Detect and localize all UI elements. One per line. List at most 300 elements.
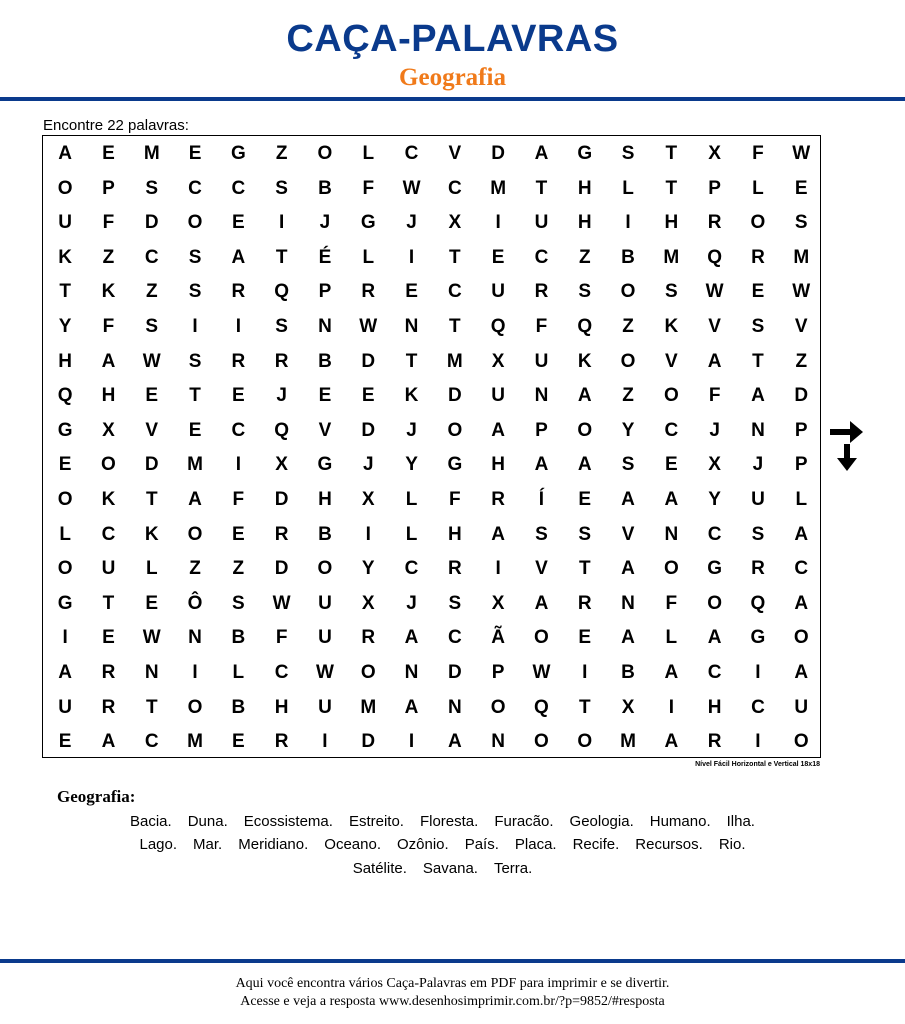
grid-letter: R (274, 523, 289, 545)
grid-letter: I (408, 731, 415, 753)
grid-letter: Q (534, 696, 549, 718)
grid-letter: D (447, 385, 462, 407)
grid-letter: S (794, 212, 808, 234)
grid-letter: C (144, 731, 159, 753)
grid-letter: O (490, 696, 506, 718)
grid-letter: M (187, 731, 203, 753)
grid-letter: N (534, 385, 549, 407)
grid-letter: H (58, 350, 73, 372)
grid-letter: B (621, 246, 635, 268)
grid-letter: S (188, 350, 202, 372)
grid-letter: N (188, 627, 202, 649)
grid-letter: N (751, 419, 765, 441)
grid-letter: E (58, 731, 72, 753)
grid-letter: U (534, 212, 549, 234)
grid-letter: E (405, 281, 418, 303)
grid-letter: T (59, 281, 71, 303)
grid-letter: I (582, 662, 588, 683)
grid-letter: A (707, 627, 722, 649)
grid-letter: K (404, 385, 419, 407)
grid-letter: M (620, 731, 636, 753)
grid-letter: X (102, 419, 115, 441)
grid-letter: F (275, 627, 288, 649)
grid-letter: Z (622, 385, 634, 407)
grid-letter: P (708, 177, 721, 199)
grid-letter: U (58, 212, 73, 234)
grid-letter: Y (708, 489, 721, 510)
grid-letter: I (755, 731, 761, 753)
grid-letter: N (318, 316, 332, 337)
grid-letter: C (751, 696, 765, 718)
grid-letter: F (449, 489, 461, 510)
grid-letter: E (578, 489, 592, 510)
grid-letter: R (577, 592, 592, 614)
grid-letter: G (707, 558, 723, 580)
grid-letter: M (187, 454, 203, 476)
grid-letter: D (491, 143, 506, 164)
grid-letter: L (362, 143, 375, 164)
grid-letter: U (318, 592, 332, 614)
grid-letter: Z (578, 246, 591, 268)
grid-letter: L (59, 523, 71, 545)
grid-letter: W (315, 662, 334, 683)
grid-letter: G (230, 143, 246, 164)
word-list-item: Floresta. (419, 813, 479, 830)
word-list-item: Rio. (718, 836, 746, 853)
grid-letter: R (534, 281, 549, 303)
grid-letter: J (319, 212, 331, 234)
grid-letter: C (447, 281, 462, 303)
grid-letter: L (232, 662, 245, 683)
grid-letter: G (750, 627, 766, 649)
grid-letter: M (446, 350, 463, 372)
grid-letter: A (404, 696, 419, 718)
grid-letter: C (274, 662, 289, 683)
grid-letter: T (102, 592, 115, 614)
grid-letter: W (142, 350, 161, 372)
grid-letter: M (793, 246, 810, 268)
grid-letter: J (406, 212, 417, 234)
grid-letter: O (360, 662, 376, 683)
grid-letter: O (534, 731, 549, 753)
grid-letter: A (188, 489, 202, 510)
grid-letter: A (707, 350, 722, 372)
grid-letter: O (57, 558, 73, 580)
grid-letter: K (144, 523, 159, 545)
grid-letter: I (235, 454, 241, 476)
footer-line-1: Aqui você encontra vários Caça-Palavras em PDF para imprimir e se divertir. (235, 976, 670, 991)
grid-letter: N (144, 662, 159, 683)
grid-letter: L (752, 177, 764, 199)
grid-letter: I (668, 696, 674, 718)
grid-letter: A (534, 592, 549, 614)
grid-letter: E (188, 143, 202, 164)
grid-letter: W (792, 281, 811, 303)
grid-letter: T (145, 696, 158, 718)
grid-letter: J (276, 385, 287, 407)
grid-letter: Ô (187, 592, 203, 614)
grid-letter: Z (275, 143, 288, 164)
grid-letter: B (231, 696, 246, 718)
grid-letter: T (665, 143, 678, 164)
grid-letter: G (57, 419, 73, 441)
grid-letter: A (534, 143, 549, 164)
grid-letter: I (365, 523, 371, 545)
grid-letter: A (621, 558, 635, 580)
grid-letter: C (144, 246, 159, 268)
grid-letter: E (578, 627, 592, 649)
grid-letter: J (362, 454, 374, 476)
grid-letter: Q (707, 246, 723, 268)
grid-letter: U (318, 627, 332, 649)
top-divider (0, 97, 905, 101)
grid-letter: O (57, 489, 73, 510)
grid-letter: I (279, 212, 285, 234)
word-list-item: Oceano. (324, 836, 381, 853)
grid-letter: H (664, 212, 679, 234)
grid-letter: S (621, 143, 635, 164)
grid-letter: X (708, 143, 721, 164)
grid-letter: G (360, 212, 376, 234)
grid-letter: K (577, 350, 592, 372)
grid-letter: J (406, 419, 417, 441)
grid-letter: V (708, 316, 721, 337)
grid-letter: L (405, 489, 418, 510)
word-list-item: Placa. (514, 836, 557, 853)
grid-letter: X (361, 592, 375, 614)
grid-letter: A (794, 662, 809, 683)
grid-letter: E (231, 212, 245, 234)
bottom-divider (0, 959, 905, 963)
grid-letter: G (577, 143, 593, 164)
grid-letter: Y (361, 558, 375, 580)
grid-letter: R (274, 731, 289, 753)
grid-letter: F (535, 316, 548, 337)
grid-letter: D (794, 385, 809, 407)
grid-letter: B (318, 523, 332, 545)
grid-letter: É (318, 246, 332, 268)
grid-letter: U (534, 350, 549, 372)
grid-letter: A (101, 731, 116, 753)
page-subtitle: Geografia (399, 64, 506, 91)
grid-letter: X (491, 350, 505, 372)
grid-letter: N (404, 662, 419, 683)
grid-letter: P (794, 419, 808, 441)
grid-letter: S (145, 316, 159, 337)
grid-letter: U (101, 558, 116, 580)
grid-letter: Z (189, 558, 201, 580)
grid-letter: A (534, 454, 549, 476)
grid-letter: U (794, 696, 809, 718)
grid-letter: A (447, 731, 462, 753)
grid-letter: S (188, 281, 202, 303)
grid-letter: S (578, 281, 592, 303)
grid-letter: S (188, 246, 202, 268)
grid-letter: I (192, 316, 198, 337)
word-list-item: Ozônio. (397, 836, 449, 853)
grid-letter: X (361, 489, 375, 510)
grid-letter: A (404, 627, 419, 649)
grid-letter: R (491, 489, 506, 510)
grid-letter: T (578, 558, 591, 580)
page-title: CAÇA-PALAVRAS (286, 18, 619, 60)
word-list-item: Duna. (187, 813, 228, 830)
grid-letter: R (751, 246, 765, 268)
arrow-down-icon (830, 444, 864, 472)
grid-letter: Q (490, 316, 506, 337)
grid-letter: D (144, 454, 159, 476)
grid-letter: O (187, 212, 203, 234)
grid-letter: I (625, 212, 631, 234)
grid-letter: J (752, 454, 764, 476)
grid-letter: Y (405, 454, 418, 476)
grid-letter: S (578, 523, 592, 545)
grid-letter: W (142, 627, 161, 649)
word-list-item: Geologia. (569, 813, 634, 830)
grid-letter: I (62, 627, 68, 649)
grid-letter: B (318, 350, 332, 372)
grid-letter: E (751, 281, 765, 303)
grid-letter: F (362, 177, 375, 199)
grid-letter: I (408, 246, 415, 268)
grid-letter: F (102, 212, 115, 234)
grid-letter: W (272, 592, 291, 614)
grid-letter: C (231, 177, 246, 199)
grid-letter: E (188, 419, 202, 441)
grid-letter: Q (57, 385, 73, 407)
grid-letter: A (58, 662, 73, 683)
puzzle-instruction: Encontre 22 palavras: (43, 117, 189, 134)
grid-letter: D (447, 662, 462, 683)
grid-letter: C (794, 558, 809, 580)
grid-letter: H (101, 385, 116, 407)
grid-letter: T (752, 350, 764, 372)
grid-letter: W (532, 662, 551, 683)
grid-letter: C (404, 143, 419, 164)
grid-letter: O (620, 281, 636, 303)
level-note: Nível Fácil Horizontal e Vertical 18x18 (695, 761, 820, 768)
grid-letter: W (792, 143, 811, 164)
grid-letter: X (708, 454, 721, 476)
grid-letter: P (102, 177, 115, 199)
grid-letter: O (793, 627, 809, 649)
grid-letter: E (102, 627, 115, 649)
grid-letter: L (145, 558, 158, 580)
grid-letter: I (192, 662, 198, 683)
grid-letter: M (663, 246, 680, 268)
grid-letter: I (235, 316, 241, 337)
grid-letter: X (275, 454, 288, 476)
grid-letter: E (145, 385, 159, 407)
grid-letter: V (318, 419, 332, 441)
grid-letter: M (490, 177, 507, 199)
grid-letter: T (578, 696, 591, 718)
grid-letter: T (145, 489, 158, 510)
grid-letter: V (535, 558, 548, 580)
grid-letter: G (317, 454, 333, 476)
grid-letter: S (751, 523, 765, 545)
word-list-item: Terra. (493, 860, 533, 877)
grid-letter: I (322, 731, 328, 753)
grid-letter: W (705, 281, 724, 303)
grid-letter: P (491, 662, 505, 683)
grid-letter: I (495, 558, 501, 580)
footer-line-2: Acesse e veja a resposta www.desenhosimprimir.com.br/?p=9852/#resposta (240, 994, 665, 1009)
grid-letter: O (707, 592, 723, 614)
grid-letter: H (577, 212, 592, 234)
grid-letter: V (145, 419, 159, 441)
grid-letter: V (664, 350, 678, 372)
word-list-item: Savana. (422, 860, 478, 877)
grid-letter: P (535, 419, 548, 441)
grid-letter: W (402, 177, 421, 199)
grid-letter: A (664, 489, 679, 510)
grid-letter: R (101, 696, 116, 718)
grid-letter: F (708, 385, 721, 407)
grid-letter: J (406, 592, 417, 614)
grid-letter: S (621, 454, 635, 476)
grid-letter: R (361, 281, 376, 303)
grid-letter: C (707, 523, 722, 545)
grid-letter: H (707, 696, 722, 718)
grid-letter: N (447, 696, 462, 718)
grid-letter: R (361, 627, 376, 649)
grid-letter: H (274, 696, 289, 718)
grid-letter: T (665, 177, 678, 199)
grid-letter: D (274, 558, 289, 580)
grid-letter: V (448, 143, 462, 164)
grid-letter: X (621, 696, 635, 718)
grid-letter: A (101, 350, 116, 372)
grid-letter: H (447, 523, 462, 545)
grid-letter: K (664, 316, 679, 337)
grid-letter: I (755, 662, 761, 683)
grid-letter: A (664, 662, 679, 683)
grid-letter: Q (274, 419, 290, 441)
grid-letter: C (447, 627, 462, 649)
grid-letter: A (577, 385, 592, 407)
grid-letter: N (491, 731, 506, 753)
grid-letter: E (145, 592, 159, 614)
grid-letter: C (231, 419, 246, 441)
grid-letter: O (57, 177, 73, 199)
grid-letter: E (102, 143, 115, 164)
grid-letter: D (144, 212, 159, 234)
grid-letter: E (491, 246, 505, 268)
word-list-heading: Geografia: (57, 787, 136, 806)
grid-letter: C (664, 419, 679, 441)
grid-letter: E (58, 454, 72, 476)
grid-letter: C (101, 523, 116, 545)
grid-letter: R (101, 662, 116, 683)
grid-letter: F (102, 316, 115, 337)
grid-letter: R (231, 281, 246, 303)
grid-letter: H (318, 489, 332, 510)
grid-letter: E (231, 731, 245, 753)
grid-letter: C (447, 177, 462, 199)
grid-letter: A (794, 592, 809, 614)
grid-letter: R (707, 731, 722, 753)
grid-letter: P (318, 281, 332, 303)
word-list-item: Ecossistema. (243, 813, 333, 830)
word-list-item: País. (464, 836, 499, 853)
word-list-item: Meridiano. (238, 836, 309, 853)
word-list-item: Recife. (572, 836, 620, 853)
grid-letter: O (317, 143, 333, 164)
grid-letter: Q (577, 316, 593, 337)
grid-letter: O (620, 350, 636, 372)
grid-letter: O (577, 731, 593, 753)
grid-letter: A (491, 419, 506, 441)
grid-letter: A (231, 246, 246, 268)
grid-letter: U (751, 489, 765, 510)
grid-letter: M (143, 143, 160, 164)
word-list-item: Lago. (139, 836, 178, 853)
word-list-line (0, 813, 885, 830)
grid-letter: R (274, 350, 289, 372)
grid-letter: F (232, 489, 245, 510)
grid-letter: E (361, 385, 375, 407)
grid-letter: O (750, 212, 766, 234)
word-list-line (0, 860, 885, 877)
grid-letter: T (275, 246, 288, 268)
grid-letter: R (447, 558, 462, 580)
grid-letter: M (360, 696, 377, 718)
grid-letter: W (359, 316, 378, 337)
grid-letter: A (664, 731, 679, 753)
grid-letter: U (58, 696, 73, 718)
grid-letter: S (448, 592, 462, 614)
grid-letter: T (405, 350, 418, 372)
grid-letter: C (188, 177, 202, 199)
grid-letter: H (577, 177, 592, 199)
grid-letter: L (405, 523, 418, 545)
grid-letter: R (707, 212, 722, 234)
grid-letter: D (274, 489, 289, 510)
grid-letter: Z (102, 246, 115, 268)
grid-letter: S (535, 523, 548, 545)
word-search-grid (42, 135, 821, 758)
word-list-item: Humano. (649, 813, 711, 830)
grid-letter: Z (145, 281, 158, 303)
grid-letter: D (361, 731, 376, 753)
grid-letter: B (231, 627, 246, 649)
grid-letter: U (491, 281, 506, 303)
grid-letter: E (231, 523, 245, 545)
grid-letter: G (447, 454, 463, 476)
grid-letter: S (145, 177, 159, 199)
grid-letter: S (275, 177, 288, 199)
word-list-line (0, 836, 885, 853)
grid-letter: F (752, 143, 764, 164)
grid-letter: X (491, 592, 505, 614)
grid-letter: O (317, 558, 333, 580)
grid-letter: O (663, 558, 679, 580)
grid-letter: T (535, 177, 548, 199)
grid-letter: S (231, 592, 245, 614)
grid-letter: D (361, 419, 376, 441)
grid-letter: I (495, 212, 501, 234)
grid-letter: Y (621, 419, 635, 441)
grid-letter: U (318, 696, 332, 718)
word-list-item: Bacia. (130, 813, 172, 830)
grid-letter: Ã (491, 627, 506, 649)
grid-letter: O (534, 627, 549, 649)
grid-letter: K (58, 246, 73, 268)
grid-letter: O (663, 385, 679, 407)
word-list-item: Ilha. (726, 813, 755, 830)
grid-letter: Z (622, 316, 634, 337)
